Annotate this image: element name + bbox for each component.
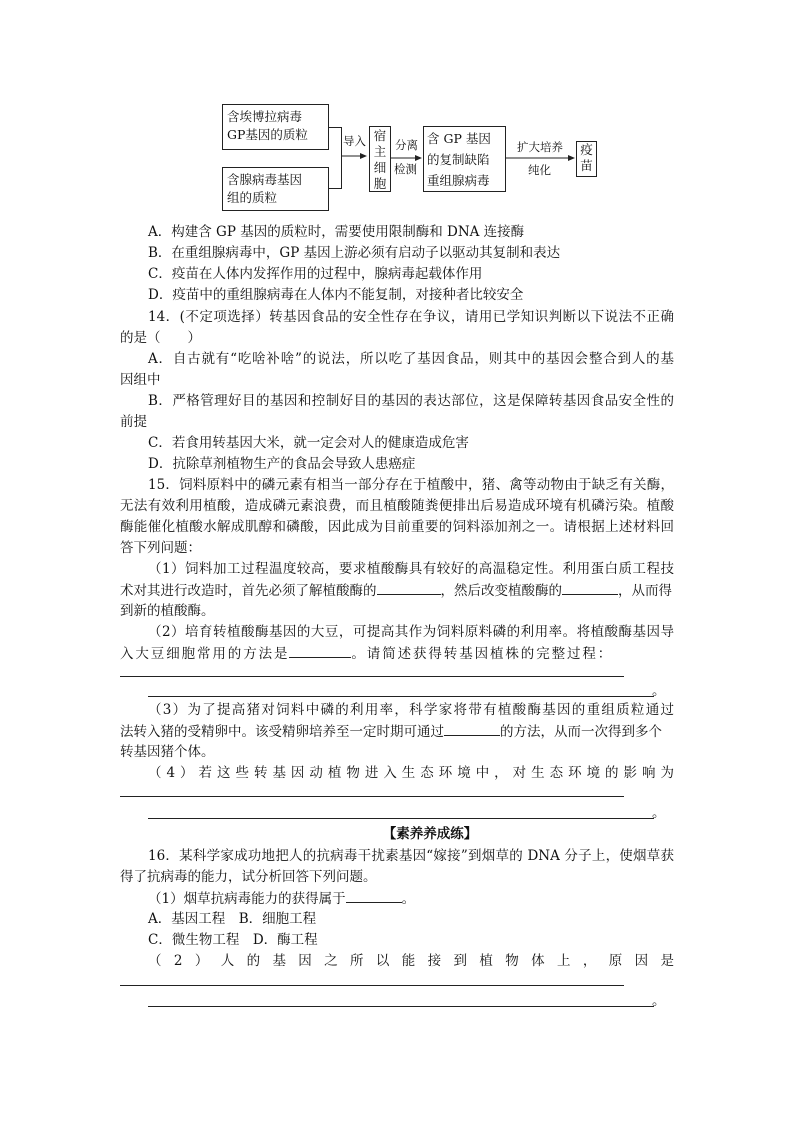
q14-option-c: C．若食用转基因大米，就一定会对人的健康造成危害 <box>148 435 469 451</box>
q14-option-a-cont: 因组中 <box>120 372 161 388</box>
q15-sub2: （2）培育转植酸酶基因的大豆，可提高其作为饲料原料磷的利用率。将植酸酶基因导 <box>148 624 674 640</box>
q14-option-a: A．自古就有“吃啥补啥”的说法，所以吃了基因食品，则其中的基因会整合到人的基 <box>148 351 674 367</box>
section-title: 【素养养成练】 <box>382 826 478 842</box>
answer-blank[interactable] <box>289 643 351 658</box>
q15-sub1: （1）饲料加工过程温度较高，要求植酸酶具有较好的高温稳定性。利用蛋白质工程技 <box>148 561 674 577</box>
q13-option-a: A．构建含 GP 基因的质粒时，需要使用限制酶和 DNA 连接酶 <box>148 224 525 240</box>
q16-options-cd: C．微生物工程 D．酶工程 <box>148 932 318 948</box>
q14-stem-cont: 的是（ ） <box>120 330 201 346</box>
plasmid-gp-box: 含埃博拉病毒 GP基因的质粒 <box>222 104 329 150</box>
q15-paragraph: 答下列问题： <box>120 540 201 556</box>
answer-line[interactable] <box>120 676 624 677</box>
q15-sub1-line3: 到新的植酸酶。 <box>120 603 215 619</box>
arrow-label-purify: 纯化 <box>528 163 551 177</box>
answer-line[interactable] <box>148 696 654 697</box>
q16-stem: 16．某科学家成功地把人的抗病毒干扰素基因“嫁接”到烟草的 DNA 分子上，使烟草获 <box>148 848 674 864</box>
host-cell-box: 宿 主 细 胞 <box>369 126 391 192</box>
q13-option-b: B．在重组腺病毒中，GP 基因上游必须有启动子以驱动其复制和表达 <box>148 245 561 261</box>
period: 。 <box>652 805 666 821</box>
arrow-label-detect: 检测 <box>394 162 417 176</box>
arrow-label-culture: 扩大培养 <box>517 140 563 154</box>
answer-line[interactable] <box>120 985 624 986</box>
q14-option-b-cont: 前提 <box>120 414 147 430</box>
period: 。 <box>652 993 666 1009</box>
arrow-icon <box>506 153 576 163</box>
answer-blank[interactable] <box>377 580 441 595</box>
q13-option-c: C．疫苗在人体内发挥作用的过程中，腺病毒起载体作用 <box>148 266 483 282</box>
q14-option-d: D．抗除草剂植物生产的食品会导致人患癌症 <box>148 456 416 472</box>
arrow-icon <box>341 151 368 161</box>
answer-line[interactable] <box>148 1006 654 1007</box>
vaccine-box: 疫 苗 <box>576 141 597 177</box>
q15-sub1-line2: 术对其进行改造时，首先必须了解植酸酶的 ，然后改变植酸酶的 ，从而得 <box>120 580 674 602</box>
q15-paragraph: 无法有效利用植酸，造成磷元素浪费，而且植酸随粪便排出后易造成环境有机磷污染。植酸 <box>120 498 674 514</box>
answer-line[interactable] <box>148 818 654 819</box>
arrow-label-import: 导入 <box>343 134 366 148</box>
q15-sub3-line2: 法转入猪的受精卵中。该受精卵培养至一定时期可通过 的方法，从而一次得到多个 <box>120 721 674 743</box>
q16-stem-cont: 得了抗病毒的能力，试分析回答下列问题。 <box>120 869 377 885</box>
answer-blank[interactable] <box>562 580 618 595</box>
connector-bottom <box>329 188 341 189</box>
q15-sub3: （3）为了提高猪对饲料中磷的利用率，科学家将带有植酸酶基因的重组质粒通过 <box>148 702 674 718</box>
answer-blank[interactable] <box>346 888 402 903</box>
adenovirus-plasmid-box: 含腺病毒基因 组的质粒 <box>222 167 329 211</box>
arrow-label-separate: 分离 <box>395 138 418 152</box>
period: 。 <box>652 683 666 699</box>
q14-option-b: B．严格管理好目的基因和控制好目的基因的表达部位，这是保障转基因食品安全性的 <box>148 393 674 409</box>
q15-sub2-line2: 入大豆细胞常用的方法是 。请简述获得转基因植株的完整过程： <box>120 643 674 665</box>
q15-paragraph: 15．饲料原料中的磷元素有相当一部分存在于植酸中，猪、禽等动物由于缺乏有关酶， <box>148 477 674 493</box>
q16-sub1: （1）烟草抗病毒能力的获得属于 。 <box>148 888 674 910</box>
answer-line[interactable] <box>120 796 624 797</box>
q15-sub3-line3: 转基因猪个体。 <box>120 744 215 760</box>
q14-stem: 14．(不定项选择）转基因食品的安全性存在争议，请用已学知识判断以下说法不正确 <box>148 309 674 325</box>
q16-options-ab: A．基因工程 B．细胞工程 <box>148 911 317 927</box>
q15-paragraph: 酶能催化植酸水解成肌醇和磷酸，因此成为目前重要的饲料添加剂之一。请根据上述材料回 <box>120 519 674 535</box>
answer-blank[interactable] <box>444 721 500 736</box>
q13-option-d: D．疫苗中的重组腺病毒在人体内不能复制，对接种者比较安全 <box>148 287 524 303</box>
q16-sub2: （2）人的基因之所以能接到植物体上，原因是 <box>148 953 674 969</box>
q15-sub4: （4）若这些转基因动植物进入生态环境中，对生态环境的影响为 <box>148 765 674 781</box>
connector-top <box>329 127 341 128</box>
recombinant-adenovirus-box: 含 GP 基因 的复制缺陷 重组腺病毒 <box>423 126 506 192</box>
